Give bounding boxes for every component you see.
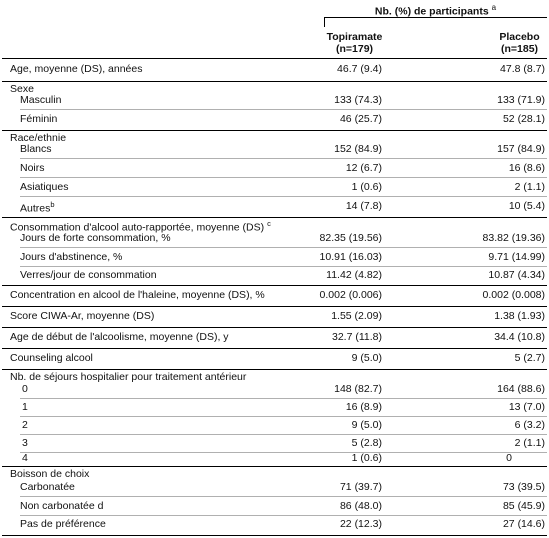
table-row: Carbonatée 71 (39.7) 73 (39.5) (2, 479, 547, 497)
table-row: 0 148 (82.7) 164 (88.6) (2, 381, 547, 399)
section-debut (2, 328, 547, 349)
section-sejours (2, 370, 547, 467)
table-row: Score CIWA-Ar, moyenne (DS) 1.55 (2.09) 1.38 (1.93) (10, 310, 545, 322)
section-ciwa (2, 307, 547, 328)
section-counseling (2, 349, 547, 370)
table-row: Jours d'abstinence, % 10.91 (16.03) 9.71 (14.99) (2, 249, 547, 267)
col-header-placebo: Placebo (n=185) (499, 31, 540, 55)
table-row: Asiatiques 1 (0.6) 2 (1.1) (2, 179, 547, 197)
table-row: 2 9 (5.0) 6 (3.2) (2, 417, 547, 435)
table-row: Verres/jour de consommation 11.42 (4.82) 10.87 (4.34) (20, 269, 545, 281)
table-row: Race/ethnie (10, 132, 67, 144)
table-row: Boisson de choix (10, 468, 90, 480)
table-row: Jours de forte consommation, % 82.35 (19.56) 83.82 (19.36) (2, 230, 547, 248)
table-row: Blancs 152 (84.9) 157 (84.9) (2, 141, 547, 159)
table-row: 3 5 (2.8) 2 (1.1) (2, 435, 547, 453)
table-row: 1 16 (8.9) 13 (7.0) (2, 399, 547, 417)
table-row: Nb. de séjours hospitalier pour traitement antérieur (10, 371, 247, 383)
section-consommation (2, 218, 547, 286)
table-row: 4 1 (0.6) 0 (22, 452, 512, 464)
table-row: Counseling alcool 9 (5.0) 5 (2.7) (10, 352, 545, 364)
section-age (2, 59, 547, 82)
table-row: Age, moyenne (DS), années 46.7 (9.4) 47.8 (8.7) (10, 63, 545, 75)
table-row: Autres$^b$ 14 (7.8) 10 (5.4) (20, 200, 545, 215)
table-row: Age de début de l'alcoolisme, moyenne (DS), y 32.7 (11.8) 34.4 (10.8) (10, 331, 545, 343)
table-row: Pas de préférence 22 (12.3) 27 (14.6) (20, 518, 545, 530)
table-row: Féminin 46 (25.7) 52 (28.1) (20, 113, 545, 125)
table-row: Non carbonatée d 86 (48.0) 85 (45.9) (2, 498, 547, 516)
col-header-topiramate: Topiramate (n=179) (326, 31, 383, 55)
section-race (2, 131, 547, 218)
table-row: Consommation d'alcool auto-rapportée, moyenne (DS) $^c$ (10, 219, 271, 234)
group-header: Nb. (%) de participants $^a$ (374, 3, 497, 18)
section-boisson (2, 467, 547, 536)
table-row: Sexe (10, 83, 34, 95)
section-sexe (2, 82, 547, 131)
table-row: Concentration en alcool de l'haleine, moyenne (DS), % 0.002 (0.006) 0.002 (0.008) (10, 289, 545, 301)
table-row: Masculin 133 (74.3) 133 (71.9) (2, 92, 547, 110)
table-row: Noirs 12 (6.7) 16 (8.6) (2, 160, 547, 178)
group-bracket (324, 17, 547, 27)
section-haleine (2, 286, 547, 307)
